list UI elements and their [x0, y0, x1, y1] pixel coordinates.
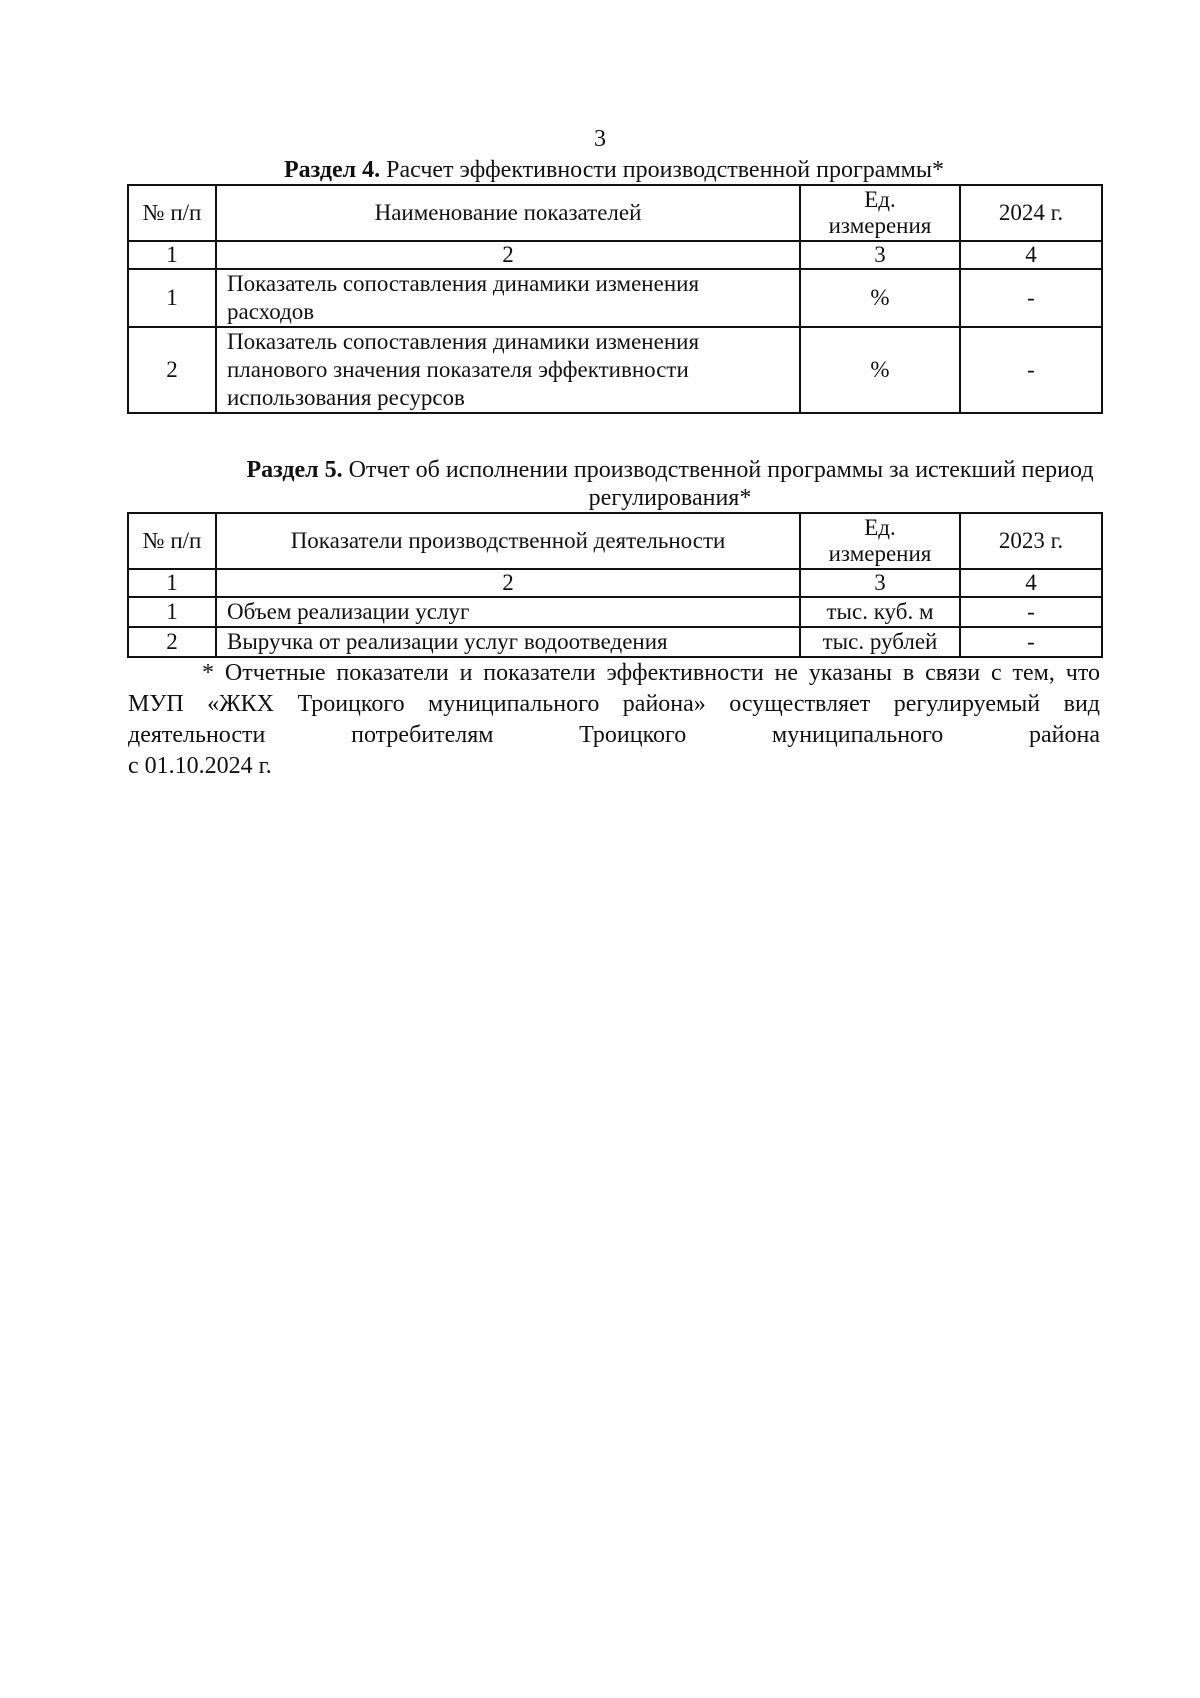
row-value: - — [960, 269, 1102, 327]
section-5-title-text: Отчет об исполнении производственной программы за истекший период регулирования* — [342, 457, 1094, 511]
table-row — [128, 327, 1102, 413]
section-4-table — [127, 184, 1103, 414]
row-value: - — [960, 327, 1102, 413]
row-name: Показатель сопоставления динамики изменения планового значения показателя эффективности использования ресурсов — [216, 327, 800, 413]
footnote-text: * Отчетные показатели и показатели эффективности не указаны в связи с тем, что МУП «ЖКХ Троицкого муниципального района» осуществляет регулируемый вид деятельности потребителям Троицкого муниципального района — [128, 660, 1100, 748]
row-name: Показатель сопоставления динамики изменения расходов — [216, 269, 800, 327]
index-cell: 1 — [128, 569, 216, 597]
section-4-title — [128, 156, 1100, 184]
header-unit: Ед. измерения — [800, 513, 960, 569]
row-num: 2 — [128, 327, 216, 413]
header-year: 2024 г. — [960, 185, 1102, 241]
row-value: - — [960, 597, 1102, 627]
section-4-title-bold: Раздел 4. — [284, 157, 381, 183]
header-name: Наименование показателей — [216, 185, 800, 241]
table-row — [128, 597, 1102, 627]
row-name: Выручка от реализации услуг водоотведения — [216, 627, 800, 657]
table-header-row — [128, 513, 1102, 569]
table-row — [128, 269, 1102, 327]
page-number: 3 — [594, 126, 606, 152]
table-header-row — [128, 185, 1102, 241]
header-year: 2023 г. — [960, 513, 1102, 569]
header-name: Показатели производственной деятельности — [216, 513, 800, 569]
index-cell: 1 — [128, 241, 216, 269]
row-unit: тыс. куб. м — [800, 597, 960, 627]
row-value: - — [960, 627, 1102, 657]
row-num: 2 — [128, 627, 216, 657]
section-4-title-text: Расчет эффективности производственной программы* — [380, 157, 944, 183]
footnote — [128, 658, 1100, 782]
row-unit: % — [800, 269, 960, 327]
index-cell: 4 — [960, 569, 1102, 597]
header-unit: Ед. измерения — [800, 185, 960, 241]
index-cell: 3 — [800, 569, 960, 597]
index-cell: 4 — [960, 241, 1102, 269]
table-index-row — [128, 569, 1102, 597]
header-num: № п/п — [128, 513, 216, 569]
index-cell: 2 — [216, 569, 800, 597]
index-cell: 3 — [800, 241, 960, 269]
row-unit: % — [800, 327, 960, 413]
row-unit: тыс. рублей — [800, 627, 960, 657]
section-5-table — [127, 512, 1103, 658]
index-cell: 2 — [216, 241, 800, 269]
section-5-title-bold: Раздел 5. — [246, 457, 343, 483]
row-num: 1 — [128, 597, 216, 627]
table-row — [128, 627, 1102, 657]
table-index-row — [128, 241, 1102, 269]
header-num: № п/п — [128, 185, 216, 241]
row-num: 1 — [128, 269, 216, 327]
section-5-title — [220, 456, 1120, 512]
footnote-last-line: с 01.10.2024 г. — [128, 753, 272, 779]
row-name: Объем реализации услуг — [216, 597, 800, 627]
